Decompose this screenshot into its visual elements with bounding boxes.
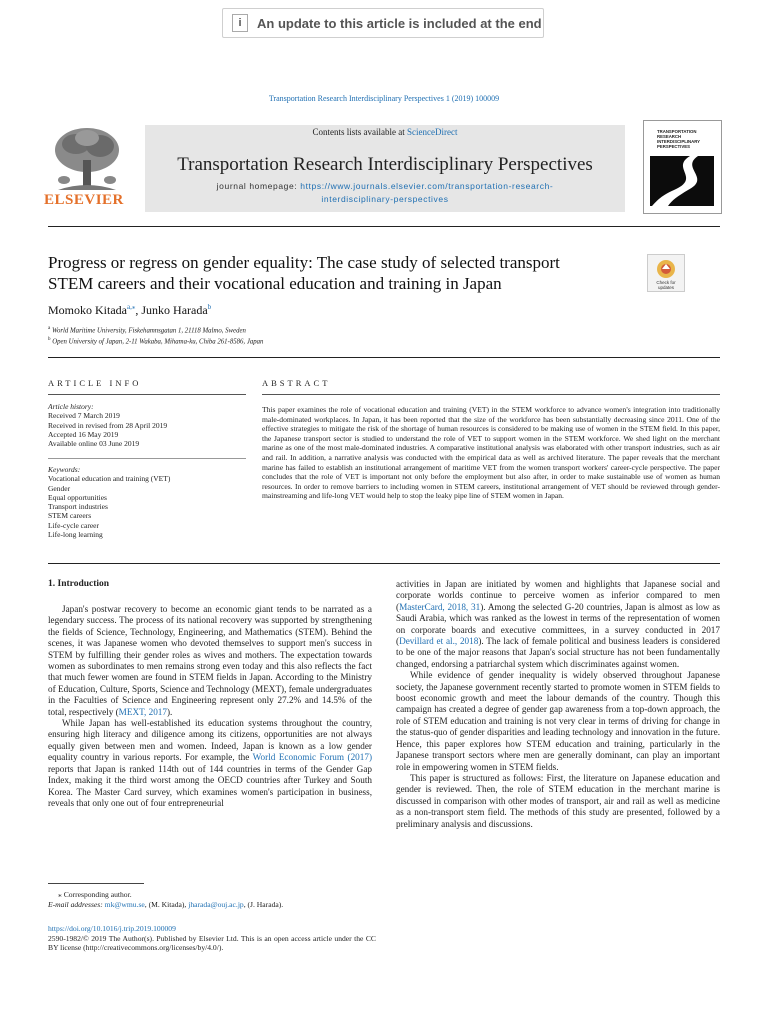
journal-reference[interactable]: Transportation Research Interdisciplinary Perspectives 1 (2019) 100009 [268,94,500,103]
keyword: Vocational education and training (VET) [48,474,171,484]
paragraph: While Japan has well-established its education systems throughout the country, ensuring high literacy and diligence among its citizens, opportunities are not always equally given between men and women. Indeed, Japan is known as a low gender equality country in various reports. For example, the World Economic Forum (2017) reports that Japan is ranked 114th out of 144 countries in terms of the Gender Gap Index, making it the third worst among the OECD countries after Turkey and South Korea. The Master Card survey, which examines women's participation in business, reveals that only one out of four entrepreneurial [48,718,372,808]
elsevier-wordmark: ELSEVIER [44,192,124,208]
email-link[interactable]: mk@wmu.se [104,899,145,909]
author-name: Momoko Kitada [48,303,127,317]
journal-homepage: journal homepage: https://www.journals.elsevier.com/transportation-research- interdisciplinary-perspectives [216,181,554,204]
intro-left-column [48,604,372,809]
citation-link[interactable]: MasterCard, 2018, 31 [399,601,481,612]
keyword: Equal opportunities [48,492,107,502]
keywords: Keywords: Vocational education and training (VET) Gender Equal opportunities Transport industries STEM careers Life-cycle career Life-long learning [48,465,248,539]
keyword: Transport industries [48,502,108,512]
citation-link[interactable]: Devillard et al., 2018 [399,636,479,647]
article-info-rule [48,394,246,395]
contents-line: Contents lists available at ScienceDirect [312,127,458,137]
abstract-heading: ABSTRACT [262,378,331,388]
affiliation-rule [48,357,720,358]
paragraph: While evidence of gender inequality is widely observed throughout Japanese society, the Japanese government recently started to promote women in STEM fields to boost economic growth and meet the labour demands of the country. Though this campaign has created a degree of gender gap awareness from a top-down approach, the role of STEM education and training is not very clear in terms of driving for change in the status-quo of gender disparities and leading technology and innovation in the future. Hence, this paper explores how STEM education and training, particularly in the Japanese transport sectors where men are generally dominant, can play an important role in empowering women in STEM fields. [396,670,720,772]
abstract-rule [262,394,720,395]
abstract-text: This paper examines the role of vocational education and training (VET) in the STEM workforce to advance women's integration into traditionally male-dominated workplaces. In Japan, it has been reported that the size of the workforce has been substantially decreasing since 2011. One of the effective strategies to mitigate the risk of the shortage of human resources is considered to be making use of women in the STEM field. In this paper, the Japanese transport sector is studied to understand the role of VET to support women in the STEM workforce. We shed light on the merchant marine as one of the most male-dominated industries. A comparative institutional analysis was elaborated with other transport industries, such as air and rail. In addition, a narrative analysis was conducted with the empirical data as well as archived literature. The paper reveals that the merchant marine has failed to establish an institutional arrangement of maritime VET from the women transport workers' career-cycle perspective. The paper concludes that the role of VET is important not only before the employment but also after, in order to make sustainable use of women as human resources. In order to remove barriers to including women in STEM careers, institutional arrangement of VET should be reviewed through gender-mainstreaming and life-long VET would help to stop the leaky pipe line of STEM women in Japan. [262,405,720,501]
article-history: Article history: Received 7 March 2019 Received in revised from 28 April 2019 Accepted 16 May 2019 Available online 03 June 2019 [48,402,168,449]
keyword: Life-cycle career [48,520,99,530]
paragraph: activities in Japan are initiated by women and highlights that Japanese social and corporate worlds continue to perceive women as inferior compared to men (MasterCard, 2018, 31). Among the selected G-20 countries, Japan is almost as low as Saudi Arabia, which was ranked as the lowest in terms of the representation of women on corporate boards and executive committees, in a survey conducted in 2017 (Devillard et al., 2018). The lack of female political and business leaders is considered to be one of the major reasons that Japan's social structure has not been fundamentally changed, endorsing a patriarchal system which discriminates against women. [396,579,721,669]
paragraph: This paper is structured as follows: First, the literature on Japanese education and gender is reviewed. Then, the role of STEM education in the merchant marine is discussed in comparison with other modes of transport, air and rail as well as medicine as a non-transport stem field. The methods of this study are presented, followed by a preliminary analysis and discussions. [396,772,720,829]
author-list: Momoko Kitada$^{a,⁎}$, Junko Harada$^b$ [48,303,212,317]
doi-link[interactable]: https://doi.org/10.1016/j.trip.2019.100009 [48,924,176,933]
check-for-updates-button[interactable]: Check for updates [647,254,685,292]
check-updates-icon [648,258,684,280]
citation-link[interactable]: MEXT, 2017 [118,706,167,717]
abstract-bottom-rule [48,563,720,564]
affiliation-b: $^b$ Open University of Japan, 2-11 Wakaba, Mihama-ku, Chiba 261-8586, Japan [48,337,264,346]
homepage-link[interactable]: https://www.journals.elsevier.com/transportation-research- [300,181,554,191]
keyword: Gender [48,483,71,493]
intro-right-column [396,579,720,830]
journal-cover-thumbnail[interactable]: TRANSPORTATION RESEARCH INTERDISCIPLINARY PERSPECTIVES [643,120,722,214]
doi-and-license: https://doi.org/10.1016/j.trip.2019.100009 2590-1982/© 2019 The Author(s). Published by Elsevier Ltd. This is an open access article under the CC BY license (http://creativecommons.org/licenses/by/4.0/). [48,924,376,953]
sciencedirect-link[interactable]: ScienceDirect [407,127,458,137]
homepage-link-cont[interactable]: interdisciplinary-perspectives [321,194,449,204]
paragraph: Japan's postwar recovery to become an economic giant tends to be narrated as a legendary success. The process of its national recovery was supported by strengthening the fields of Science, Technology, Engineering, and Mathematics (STEM). Behind the scenes, it was Japanese women who devoted themselves to support men's success in STEM by fulfilling their gender roles as wives and mothers. The expectation towards women as subordinates to men remains strong even today and this also reflects the fact that much fewer women are found in STEM fields in Japan. According to the Ministry of Education, Culture, Sports, Science and Technology (MEXT), female undergraduates in the Faculties of Science and Engineering represent only 27.2% and 14.5% of the total, respectively (MEXT, 2017). [48,604,372,717]
journal-name: Transportation Research Interdisciplinary Perspectives [177,154,593,175]
history-rule [48,458,246,459]
article-title: Progress or regress on gender equality: The case study of selected transport STEM careers and their vocational education and training in Japan [48,253,560,293]
update-banner-text[interactable]: An update to this article is included at the end [257,15,542,31]
affiliation-a: $^a$ World Maritime University, Fiskehamnsgatan 1, 21118 Malmo, Sweden [48,326,246,335]
elsevier-tree-logo [48,124,126,194]
section-heading-introduction: 1. Introduction [48,579,110,589]
update-banner[interactable] [222,8,544,38]
keyword: STEM careers [48,511,92,521]
article-info-heading: ARTICLE INFO [48,378,142,388]
info-icon: i [232,14,248,32]
cover-road-image [650,156,714,206]
email-link[interactable]: jharada@ouj.ac.jp [188,899,244,909]
header-rule [48,226,720,227]
corresponding-author-note: ⁎ Corresponding author. E-mail addresses: mk@wmu.se, (M. Kitada), jharada@ouj.ac.jp, (J. Harada). [48,890,284,909]
keyword: Life-long learning [48,530,103,540]
footnote-rule [48,883,144,884]
citation-link[interactable]: World Economic Forum (2017) [252,752,372,763]
